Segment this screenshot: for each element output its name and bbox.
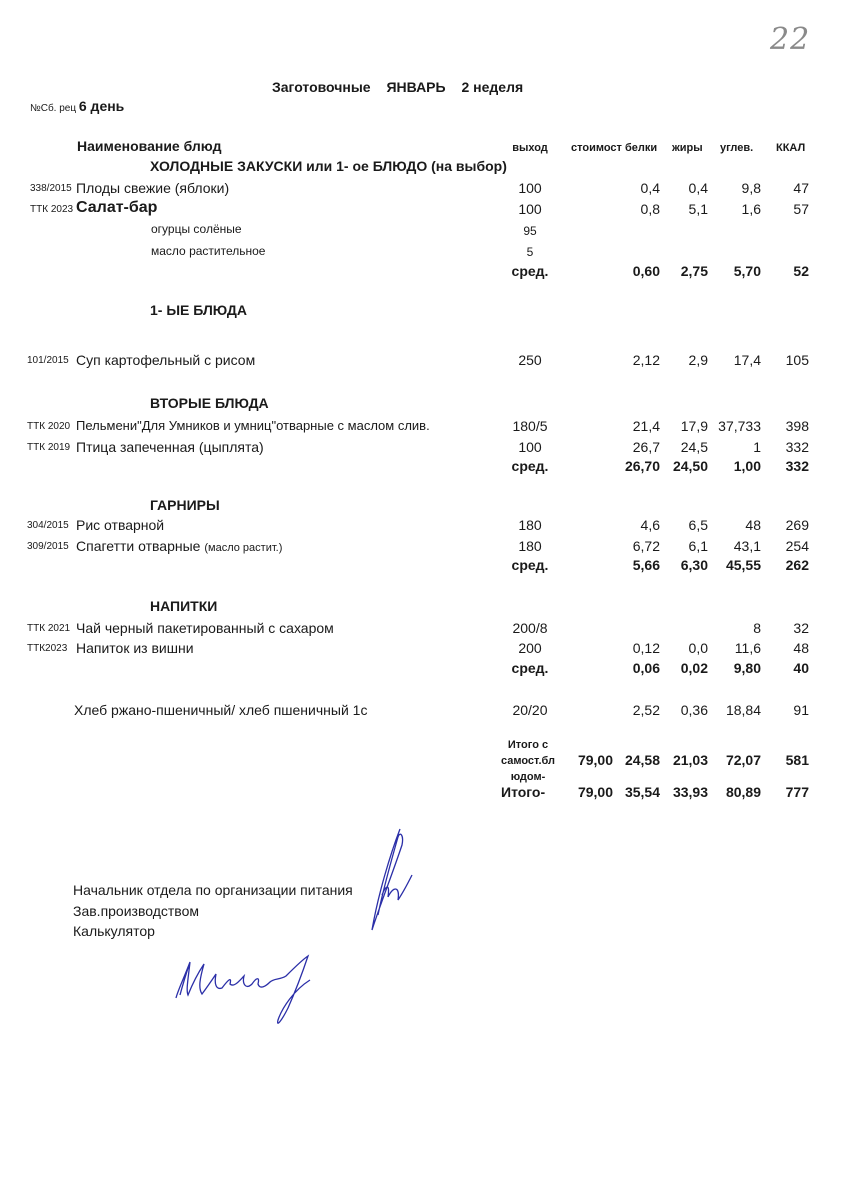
- avg-carbs: 9,80: [733, 660, 761, 676]
- fat: 5,1: [688, 201, 708, 217]
- fat: 24,5: [680, 439, 708, 455]
- avg-protein: 26,70: [624, 458, 660, 474]
- dish-name: Птица запеченная (цыплята): [76, 439, 264, 455]
- total-self-fat: 21,03: [672, 752, 708, 768]
- dish-note: (масло растит.): [204, 542, 283, 554]
- fat: 6,1: [688, 538, 708, 554]
- carbs: 37,733: [718, 418, 761, 434]
- title-kind: Заготовочные: [272, 79, 371, 95]
- carbs: 18,84: [725, 702, 761, 718]
- kcal: 398: [785, 418, 809, 434]
- fat: 0,0: [688, 640, 708, 656]
- avg-label: сред.: [511, 557, 549, 573]
- protein: 4,6: [640, 517, 660, 533]
- handwritten-page-number: 22: [770, 22, 811, 57]
- protein: 0,8: [640, 201, 660, 217]
- recipe-code: ТТК 2023: [30, 204, 74, 215]
- signer-calculator-label: Калькулятор: [73, 923, 155, 939]
- kcal: 105: [785, 352, 809, 368]
- avg-fat: 0,02: [680, 660, 708, 676]
- signer-head-label: Начальник отдела по организации питания: [73, 882, 353, 898]
- carbs: 8: [753, 620, 761, 636]
- recipe-code: ТТК 2021: [27, 623, 71, 634]
- output: 20/20: [512, 702, 548, 718]
- avg-fat: 24,50: [672, 458, 708, 474]
- dish-name: Напиток из вишни: [76, 640, 194, 656]
- protein: 0,4: [640, 180, 660, 196]
- total-self-protein: 24,58: [624, 752, 660, 768]
- avg-carbs: 45,55: [725, 557, 761, 573]
- kcal: 48: [793, 640, 809, 656]
- kcal: 57: [793, 201, 809, 217]
- column-header-output: выход: [512, 142, 548, 154]
- avg-carbs: 5,70: [733, 263, 761, 279]
- section-title-cold: ХОЛОДНЫЕ ЗАКУСКИ или 1- ое БЛЮДО (на выбор): [150, 158, 507, 174]
- document-title: [272, 79, 535, 95]
- kcal: 332: [785, 439, 809, 455]
- avg-fat: 2,75: [680, 263, 708, 279]
- total-all-label: Итого-: [501, 784, 546, 800]
- recipe-code: 101/2015: [27, 355, 69, 366]
- carbs: 1: [753, 439, 761, 455]
- output: 100: [518, 201, 542, 217]
- avg-carbs: 1,00: [733, 458, 761, 474]
- output: 200/8: [512, 620, 548, 636]
- avg-label: сред.: [511, 263, 549, 279]
- avg-kcal: 262: [785, 557, 809, 573]
- total-self-carbs: 72,07: [725, 752, 761, 768]
- dish-name: Хлеб ржано-пшеничный/ хлеб пшеничный 1с: [74, 702, 368, 718]
- output: 180: [518, 538, 542, 554]
- ingredient-name: масло растительное: [151, 244, 266, 258]
- total-self-label-line: самост.бл: [500, 755, 556, 767]
- avg-label: сред.: [511, 660, 549, 676]
- column-header-protein: белки: [625, 142, 658, 154]
- total-self-cost: 79,00: [577, 752, 613, 768]
- avg-kcal: 52: [793, 263, 809, 279]
- fat: 0,4: [688, 180, 708, 196]
- total-self-label: [496, 737, 560, 785]
- day-label: 6 день: [78, 98, 125, 114]
- fat: 2,9: [688, 352, 708, 368]
- total-all-carbs: 80,89: [725, 784, 761, 800]
- total-self-kcal: 581: [785, 752, 809, 768]
- kcal: 91: [793, 702, 809, 718]
- section-title-first: 1- ЫЕ БЛЮДА: [150, 302, 247, 318]
- section-title-drinks: НАПИТКИ: [150, 598, 218, 614]
- output: 100: [518, 439, 542, 455]
- recipe-code: 304/2015: [27, 520, 69, 531]
- carbs: 43,1: [733, 538, 761, 554]
- section-title-garnish: ГАРНИРЫ: [150, 497, 220, 513]
- day-line: [30, 98, 124, 114]
- dish-name: Чай черный пакетированный с сахаром: [76, 620, 334, 636]
- avg-label: сред.: [511, 458, 549, 474]
- ingredient-name: огурцы солёные: [151, 222, 242, 236]
- column-header-cost: стоимост: [571, 142, 622, 154]
- ingredient-output: 5: [526, 245, 534, 259]
- avg-kcal: 40: [793, 660, 809, 676]
- avg-kcal: 332: [785, 458, 809, 474]
- dish-name: Плоды свежие (яблоки): [76, 180, 230, 196]
- signature-head-icon: [360, 825, 420, 935]
- recipe-code: ТТК2023: [27, 643, 68, 654]
- carbs: 11,6: [734, 640, 761, 656]
- title-week: 2 неделя: [461, 79, 524, 95]
- dish-name: Пельмени"Для Умников и умниц"отварные с маслом слив.: [76, 418, 430, 433]
- recipe-code: 309/2015: [27, 541, 69, 552]
- output: 200: [518, 640, 542, 656]
- fat: 17,9: [680, 418, 708, 434]
- total-all-cost: 79,00: [577, 784, 613, 800]
- carbs: 9,8: [741, 180, 761, 196]
- total-all-fat: 33,93: [672, 784, 708, 800]
- column-header-fat: жиры: [672, 142, 703, 154]
- protein: 2,12: [632, 352, 660, 368]
- title-month: ЯНВАРЬ: [386, 79, 446, 95]
- fat: 0,36: [680, 702, 708, 718]
- output: 180/5: [512, 418, 548, 434]
- fat: 6,5: [688, 517, 708, 533]
- recipe-label: №Сб. рец: [30, 103, 77, 114]
- protein: 2,52: [632, 702, 660, 718]
- column-header-kcal: ККАЛ: [776, 142, 806, 154]
- total-all-protein: 35,54: [624, 784, 660, 800]
- section-title-second: ВТОРЫЕ БЛЮДА: [150, 395, 269, 411]
- total-self-label-line: Итого с: [507, 739, 549, 751]
- avg-protein: 0,06: [632, 660, 660, 676]
- recipe-code: 338/2015: [30, 183, 72, 194]
- protein: 26,7: [632, 439, 660, 455]
- dish-name: Рис отварной: [76, 517, 165, 533]
- avg-protein: 0,60: [632, 263, 660, 279]
- carbs: 48: [745, 517, 761, 533]
- kcal: 32: [793, 620, 809, 636]
- ingredient-output: 95: [523, 224, 537, 238]
- dish-name: [76, 538, 282, 554]
- column-header-name: Наименование блюд: [77, 138, 222, 154]
- kcal: 269: [785, 517, 809, 533]
- protein: 6,72: [632, 538, 660, 554]
- avg-fat: 6,30: [680, 557, 708, 573]
- output: 250: [518, 352, 542, 368]
- kcal: 47: [793, 180, 809, 196]
- protein: 21,4: [632, 418, 660, 434]
- output: 180: [518, 517, 542, 533]
- total-self-label-line: юдом-: [510, 771, 546, 783]
- carbs: 17,4: [733, 352, 761, 368]
- carbs: 1,6: [741, 201, 761, 217]
- signature-calculator-icon: [170, 950, 340, 1030]
- kcal: 254: [785, 538, 809, 554]
- dish-name: Суп картофельный с рисом: [76, 352, 256, 368]
- signer-production-label: Зав.производством: [73, 903, 199, 919]
- output: 100: [518, 180, 542, 196]
- recipe-code: ТТК 2019: [27, 442, 71, 453]
- protein: 0,12: [632, 640, 660, 656]
- total-all-kcal: 777: [785, 784, 809, 800]
- avg-protein: 5,66: [632, 557, 660, 573]
- recipe-code: ТТК 2020: [27, 421, 71, 432]
- dish-name-text: Спагетти отварные: [76, 538, 201, 554]
- column-header-carbs: углев.: [720, 142, 754, 154]
- dish-name: Салат-бар: [76, 199, 158, 216]
